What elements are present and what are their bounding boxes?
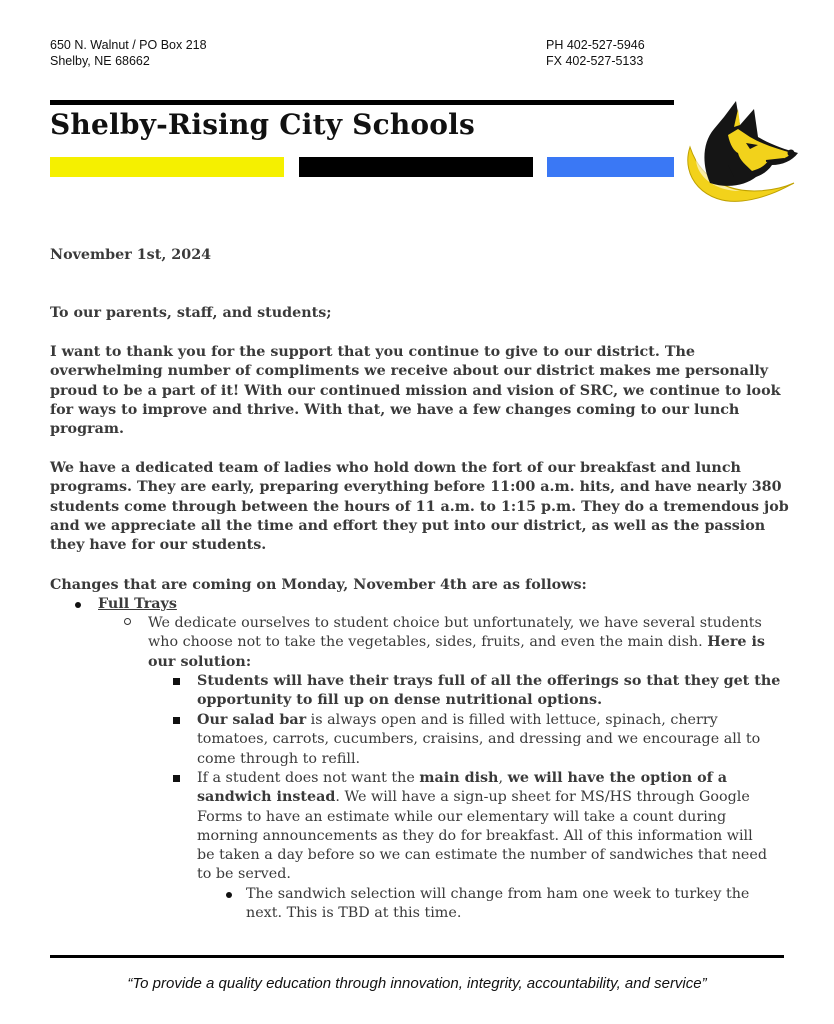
bullet-square-icon: [173, 775, 180, 782]
sandwich-point: [197, 769, 797, 885]
description-line: our solution:: [148, 653, 252, 670]
paragraph-line: for ways to improve and thrive. With that, we have a few changes coming to our lunch: [50, 401, 740, 418]
blue-color-bar: [547, 157, 674, 177]
point-line: [197, 769, 797, 788]
point-line: morning announcements as they do for breakfast. All of this information will: [197, 827, 753, 844]
point-text: is always open and is filled with lettuce, spinach, cherry: [306, 712, 718, 728]
sandwich-selection-note: [246, 885, 806, 924]
footer-rule: [50, 955, 784, 958]
full-trays-description: [148, 614, 808, 672]
address-line-2: Shelby, NE 68662: [50, 54, 150, 68]
mission-motto: “To provide a quality education through innovation, integrity, accountability, and service”: [127, 975, 707, 992]
point-line: be taken a day before so we can estimate the number of sandwiches that need: [197, 847, 767, 864]
changes-heading: Changes that are coming on Monday, November 4th are as follows:: [50, 577, 587, 593]
paragraph-line: I want to thank you for the support that you continue to give to our district. The: [50, 344, 695, 360]
full-trays-title: Full Trays: [98, 596, 177, 612]
paragraph-thanks: [50, 343, 810, 439]
paragraph-line: students come through between the hours of 11 a.m. to 1:15 p.m. They do a tremendous job: [50, 498, 789, 515]
phone-number: PH 402-527-5946: [546, 38, 645, 52]
point-bold-text: main dish: [419, 770, 499, 786]
paragraph-line: and we appreciate all the time and effort they put into our district, as well as the passion: [50, 517, 766, 534]
letter-greeting: To our parents, staff, and students;: [50, 305, 332, 321]
full-trays-point: [197, 672, 797, 711]
fax-number: FX 402-527-5133: [546, 54, 644, 68]
point-text: . We will have a sign-up sheet for MS/HS through Google: [335, 789, 750, 806]
bullet-dot-icon: [226, 892, 232, 898]
note-line: The sandwich selection will change from ham one week to turkey the: [246, 886, 750, 902]
husky-logo-icon: [680, 95, 804, 207]
paragraph-line: We have a dedicated team of ladies who hold down the fort of our breakfast and lunch: [50, 460, 741, 476]
address-line-1: 650 N. Walnut / PO Box 218: [50, 38, 207, 52]
paragraph-line: they have for our students.: [50, 537, 267, 554]
point-text: ,: [498, 770, 508, 786]
note-line: next. This is TBD at this time.: [246, 905, 462, 922]
letter-date: November 1st, 2024: [50, 247, 212, 263]
point-line: tomatoes, carrots, cucumbers, craisins, and dressing and we encourage all to: [197, 731, 761, 748]
point-line: Students will have their trays full of all the offerings so that they get the: [197, 673, 781, 689]
contact-block: [546, 37, 645, 69]
description-line: [148, 633, 808, 652]
description-line: We dedicate ourselves to student choice but unfortunately, we have several students: [148, 615, 762, 631]
point-line: [197, 711, 797, 730]
school-name: Shelby-Rising City Schools: [50, 108, 475, 141]
paragraph-lunch-team: [50, 459, 810, 555]
bullet-dot-icon: [75, 602, 81, 608]
point-line: Forms to have an estimate while our elementary will take a count during: [197, 808, 727, 825]
point-line: [197, 788, 797, 807]
point-text: If a student does not want the: [197, 770, 420, 786]
yellow-color-bar: [50, 157, 284, 177]
header-top-rule: [50, 100, 674, 105]
address-block: [50, 37, 207, 69]
salad-bar-point: [197, 711, 797, 769]
point-bold-text: Our salad bar: [197, 712, 307, 728]
point-line: opportunity to fill up on dense nutritional options.: [197, 692, 603, 709]
point-line: to be served.: [197, 866, 291, 883]
bullet-square-icon: [173, 717, 180, 724]
description-bold-text: Here is: [707, 634, 765, 651]
paragraph-line: program.: [50, 421, 124, 438]
paragraph-line: proud to be a part of it! With our continued mission and vision of SRC, we continue to look: [50, 382, 781, 399]
point-line: come through to refill.: [197, 750, 361, 767]
bullet-circle-icon: [124, 618, 131, 625]
black-color-bar: [299, 157, 533, 177]
paragraph-line: overwhelming number of compliments we receive about our district makes me personally: [50, 363, 769, 380]
bullet-square-icon: [173, 678, 180, 685]
paragraph-line: programs. They are early, preparing everything before 11:00 a.m. hits, and have nearly 380: [50, 479, 782, 496]
point-bold-text: sandwich instead: [197, 789, 336, 806]
point-bold-text: we will have the option of a: [507, 770, 728, 786]
description-text: who choose not to take the vegetables, sides, fruits, and even the main dish.: [148, 634, 708, 651]
